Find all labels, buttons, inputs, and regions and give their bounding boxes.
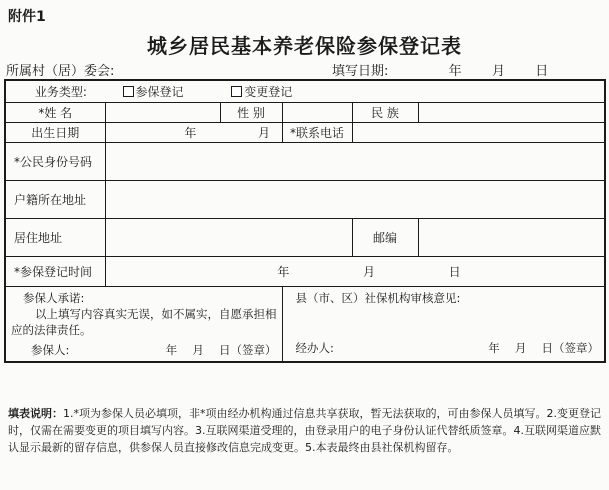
handler-date: 年 月 日（签章） [488,340,600,355]
business-type-cell [5,80,605,102]
birth-row [5,122,605,142]
register-option[interactable] [123,85,184,99]
notes-title: 填表说明： [8,407,63,420]
village-label: 所属村（居）委会: [6,64,115,79]
change-checkbox[interactable] [231,86,242,97]
birth-label: 出生日期 [5,122,105,142]
hukou-label: 户籍所在地址 [5,180,105,218]
notes-text: 1.*项为参保人员必填项，非*项由经办机构通过信息共享获取，暂无法获取的，可由参保人员填写。2.变更登记时，仅需在需要变更的项目填写内容。3.互联网渠道受理的，由登录用户的电子身份认证代替纸质签章。4.互联网渠道应默认显示最新的留存信息，供参保人员直接修改信息完成变更。5.本表最终由县社保机构留存。 [8,407,601,454]
ethnicity-label: 民 族 [352,102,418,122]
reg-time-field[interactable] [105,256,605,286]
fill-date [332,60,548,79]
filling-instructions [8,405,602,456]
birth-year-label: 年 [184,125,197,140]
business-type-row [5,80,605,102]
ethnicity-field[interactable] [418,102,605,122]
name-row [5,102,605,122]
change-option[interactable] [231,85,292,99]
residence-label: 居住地址 [5,218,105,256]
insured-label: 参保人: [31,342,70,357]
fill-date-day: 日 [535,64,549,79]
reg-month-label: 月 [363,264,376,279]
business-type-label: 业务类型: [34,84,87,99]
id-row [5,142,605,180]
gender-label: 性 别 [220,102,282,122]
applicant-promise-cell[interactable] [5,286,282,362]
registration-form-table [4,79,606,363]
id-field[interactable] [105,142,605,180]
register-checkbox[interactable] [123,86,134,97]
residence-row [5,218,605,256]
hukou-row [5,180,605,218]
insured-signature-line [11,342,277,358]
handler-signature-line [288,340,600,356]
signature-row [5,286,605,362]
hukou-field[interactable] [105,180,605,218]
postcode-label: 邮编 [352,218,418,256]
reg-year-label: 年 [277,264,290,279]
fill-date-month: 月 [491,64,505,79]
birth-field[interactable] [105,122,282,142]
change-option-label: 变更登记 [244,84,293,99]
name-label: *姓 名 [5,102,105,122]
reg-time-row [5,256,605,286]
review-title: 县（市、区）社保机构审核意见: [295,290,461,305]
form-title: 城乡居民基本养老保险参保登记表 [147,34,462,58]
phone-label: *联系电话 [282,122,352,142]
fill-date-label: 填写日期: [332,64,389,79]
birth-month-label: 月 [258,125,271,140]
insured-date: 年 月 日（签章） [165,342,277,357]
residence-field[interactable] [105,218,352,256]
fill-date-year: 年 [448,64,462,79]
register-option-label: 参保登记 [135,84,184,99]
gender-field[interactable] [282,102,352,122]
attachment-label: 附件1 [8,9,46,25]
reg-day-label: 日 [448,264,461,279]
promise-title: 参保人承诺: [23,290,85,305]
phone-field[interactable] [352,122,605,142]
name-field[interactable] [105,102,220,122]
promise-text: 以上填写内容真实无误，如不属实，自愿承担相应的法律责任。 [11,306,277,337]
id-label: *公民身份号码 [5,142,105,180]
handler-label: 经办人: [295,340,334,355]
review-cell[interactable] [282,286,605,362]
reg-time-label: *参保登记时间 [5,256,105,286]
postcode-field[interactable] [418,218,605,256]
